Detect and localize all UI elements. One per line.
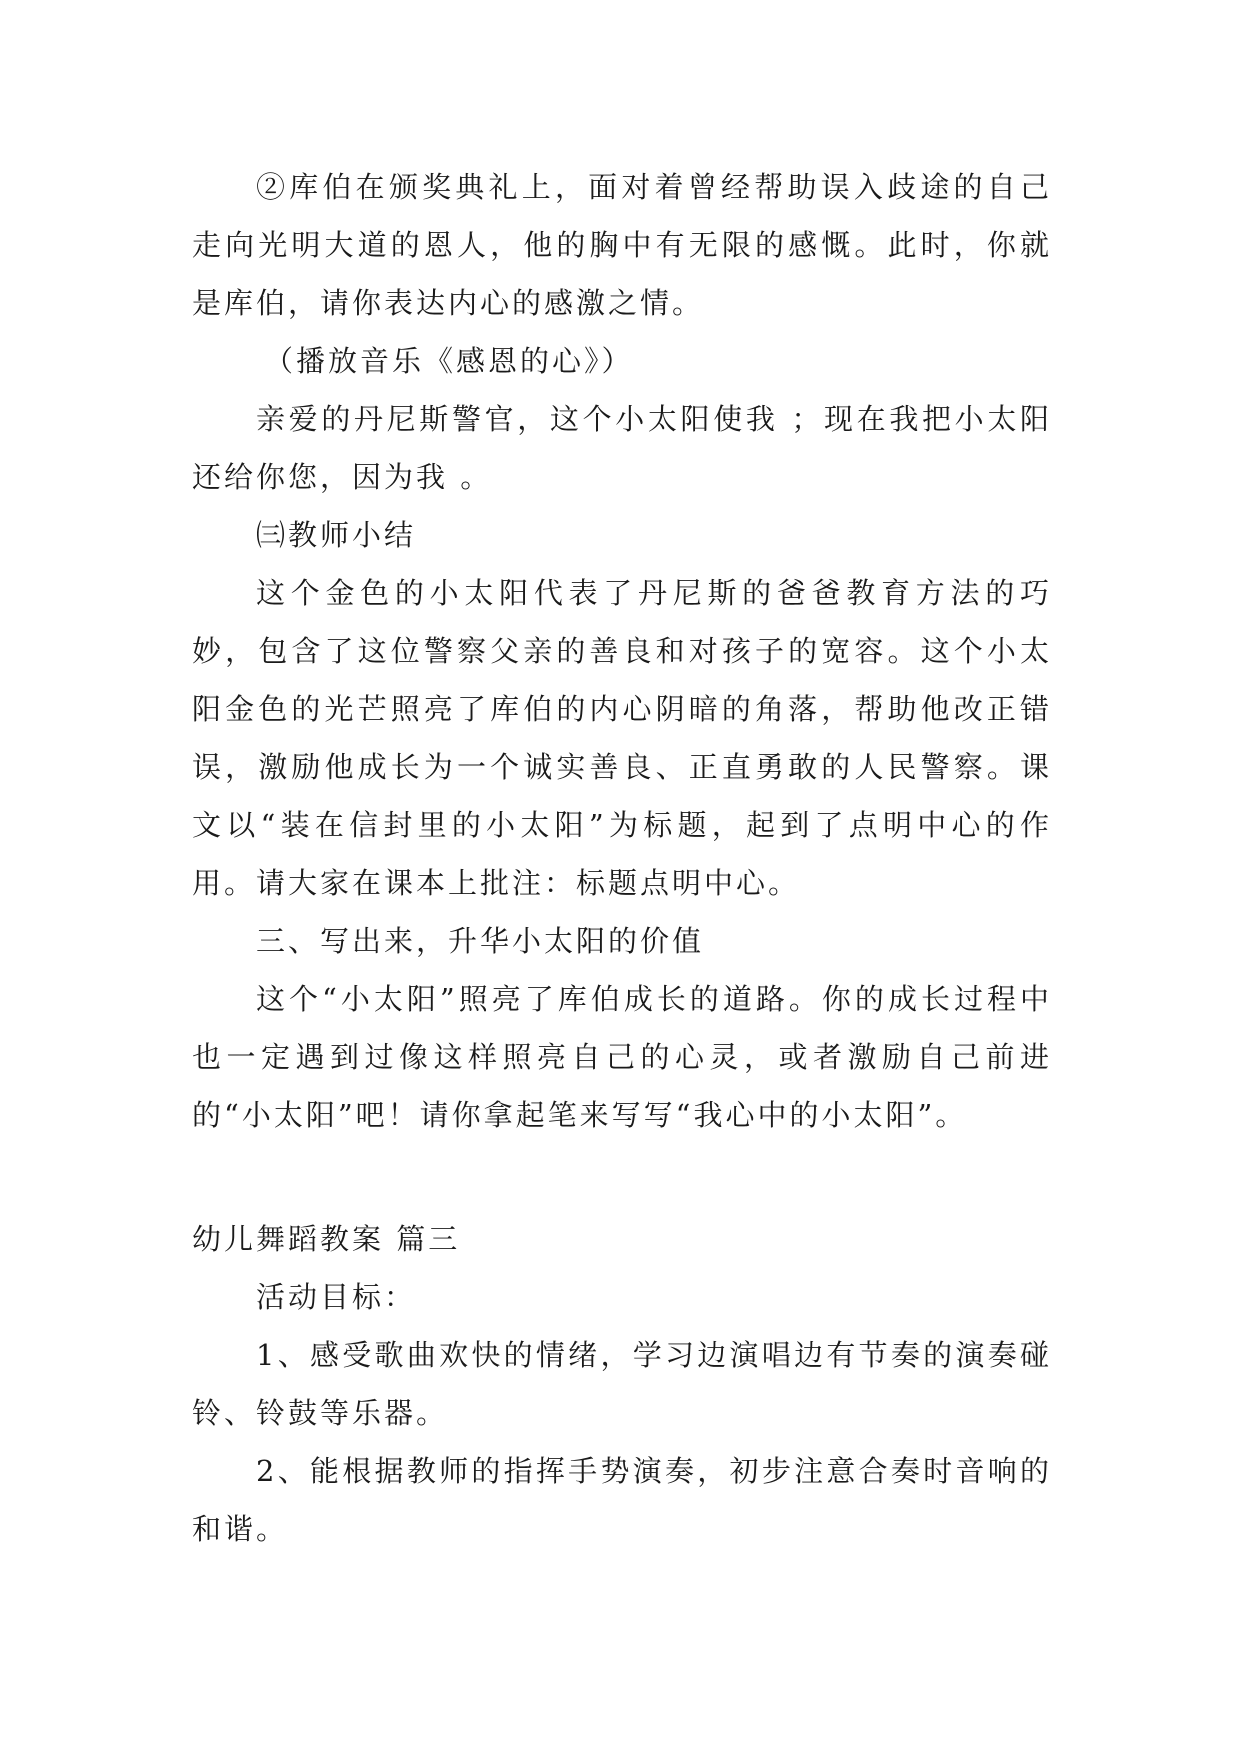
paragraph-activity-goals-heading: 活动目标： — [256, 1280, 417, 1314]
paragraph-letter-prompt: 亲爱的丹尼斯警官，这个小太阳使我 ；现在我把小太阳还给你您，因为我 。 — [192, 402, 1052, 494]
paragraph-goal-one: 1、感受歌曲欢快的情绪，学习边演唱边有节奏的演奏碰铃、铃鼓等乐器。 — [192, 1338, 1052, 1430]
document-body — [192, 158, 1052, 1558]
paragraph-kubo-award: ②库伯在颁奖典礼上，面对着曾经帮助误入歧途的自己走向光明大道的恩人，他的胸中有无限的感慨。此时，你就是库伯，请你表达内心的感激之情。 — [192, 170, 1052, 320]
paragraph-part-three-heading: 三、写出来，升华小太阳的价值 — [256, 924, 705, 958]
section-title: 幼儿舞蹈教案 篇三 — [192, 1222, 461, 1256]
section-spacer — [192, 1144, 1052, 1202]
paragraph-music-note: （播放音乐《感恩的心》） — [264, 344, 634, 378]
paragraph-writing-task: 这个“小太阳”照亮了库伯成长的道路。你的成长过程中也一定遇到过像这样照亮自己的心灵，或者激励自己前进的“小太阳”吧！请你拿起笔来写写“我心中的小太阳”。 — [192, 982, 1052, 1132]
paragraph-teacher-summary-heading: ㈢教师小结 — [256, 518, 417, 552]
paragraph-goal-two: 2、能根据教师的指挥手势演奏，初步注意合奏时音响的和谐。 — [192, 1454, 1052, 1546]
paragraph-teacher-summary: 这个金色的小太阳代表了丹尼斯的爸爸教育方法的巧妙，包含了这位警察父亲的善良和对孩子的宽容。这个小太阳金色的光芒照亮了库伯的内心阴暗的角落，帮助他改正错误，激励他成长为一个诚实善良、正直勇敢的人民警察。课文以“装在信封里的小太阳”为标题，起到了点明中心的作用。请大家在课本上批注：标题点明中心。 — [192, 576, 1052, 900]
